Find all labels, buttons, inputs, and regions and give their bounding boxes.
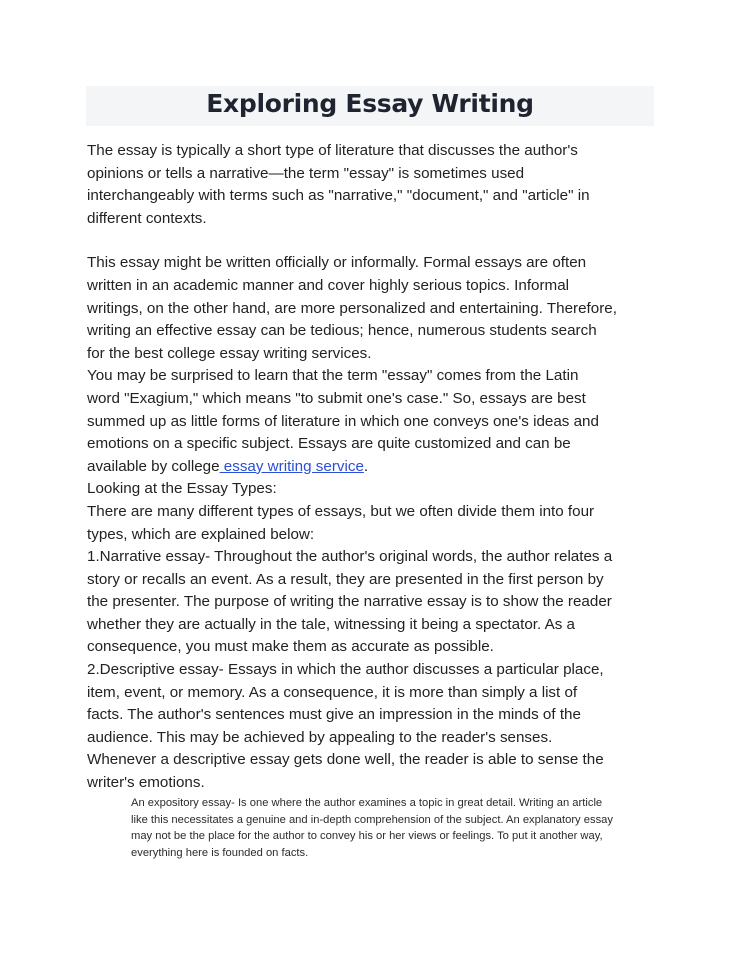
text-line: word "Exagium," which means "to submit one's case." So, essays are best <box>87 389 586 407</box>
text-line: item, event, or memory. As a consequence, it is more than simply a list of <box>87 683 578 701</box>
text-line: emotions on a specific subject. Essays are quite customized and can be <box>87 435 571 453</box>
text-line: written in an academic manner and cover highly serious topics. Informal <box>87 276 570 294</box>
paragraph-narrative-essay <box>87 546 657 659</box>
text-line: writer's emotions. <box>87 774 205 792</box>
text-line: types, which are explained below: <box>87 525 315 543</box>
paragraph-expository-essay <box>131 795 651 862</box>
essay-writing-service-link[interactable]: essay writing service <box>219 457 364 475</box>
essay-types-heading <box>87 478 657 501</box>
document-body <box>87 140 657 795</box>
paragraph-origin <box>87 365 657 478</box>
text-line: 2.Descriptive essay- Essays in which the author discusses a particular place, <box>87 661 604 679</box>
text-line <box>87 456 657 479</box>
text-line: may not be the place for the author to convey his or her views or feelings. To put it another way, <box>131 830 603 843</box>
page-title: Exploring Essay Writing <box>206 89 534 118</box>
text-fragment: . <box>363 457 369 475</box>
text-line: Looking at the Essay Types: <box>87 480 277 498</box>
paragraph-types-intro <box>87 501 657 546</box>
text-line: You may be surprised to learn that the term "essay" comes from the Latin <box>87 367 579 385</box>
text-line: writing an effective essay can be tedious; hence, numerous students search <box>87 322 597 340</box>
text-line: interchangeably with terms such as "narrative," "document," and "article" in <box>87 187 590 205</box>
paragraph-descriptive-essay <box>87 659 657 795</box>
text-line: different contexts. <box>87 209 207 227</box>
text-line: An expository essay- Is one where the author examines a topic in great detail. Writing an article <box>131 797 603 809</box>
text-line: facts. The author's sentences must give an impression in the minds of the <box>87 706 581 724</box>
text-line: for the best college essay writing services. <box>87 344 372 362</box>
text-line: everything here is founded on facts. <box>131 847 309 860</box>
paragraph-intro <box>87 140 657 230</box>
text-line: whether they are actually in the tale, witnessing it being a spectator. As a <box>87 615 575 633</box>
text-line: opinions or tells a narrative—the term "essay" is sometimes used <box>87 164 525 182</box>
text-line: audience. This may be achieved by appealing to the reader's senses. <box>87 728 553 746</box>
paragraph-formality <box>87 252 657 365</box>
text-line: There are many different types of essays, but we often divide them into four <box>87 502 595 520</box>
text-line: the presenter. The purpose of writing the narrative essay is to show the reader <box>87 593 612 611</box>
text-line: This essay might be written officially or informally. Formal essays are often <box>87 254 587 272</box>
text-line: Whenever a descriptive essay gets done well, the reader is able to sense the <box>87 751 604 769</box>
text-fragment: available by college <box>87 457 220 475</box>
text-line: story or recalls an event. As a result, they are presented in the first person by <box>87 570 604 588</box>
text-line: 1.Narrative essay- Throughout the author's original words, the author relates a <box>87 548 613 566</box>
text-line: like this necessitates a genuine and in-depth comprehension of the subject. An explanatory essay <box>131 813 613 826</box>
text-line: consequence, you must make them as accurate as possible. <box>87 638 494 656</box>
text-line: The essay is typically a short type of literature that discusses the author's <box>87 142 578 159</box>
text-line: writings, on the other hand, are more personalized and entertaining. Therefore, <box>87 299 617 317</box>
text-line: summed up as little forms of literature in which one conveys one's ideas and <box>87 412 599 430</box>
paragraph-spacer <box>87 230 657 252</box>
